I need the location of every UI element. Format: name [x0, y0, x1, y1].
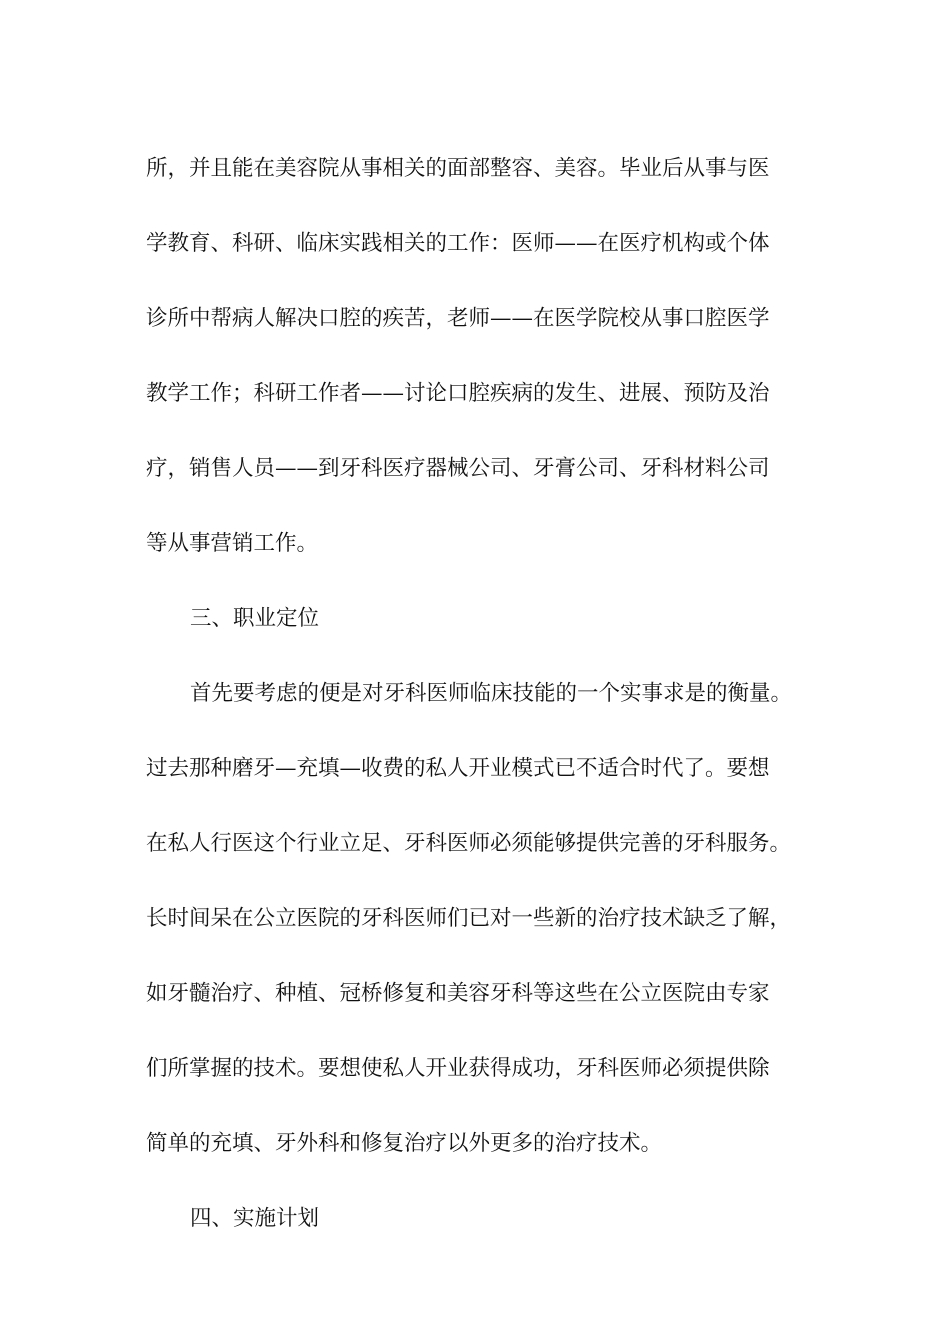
text-line: 等从事营销工作。 — [146, 531, 319, 556]
text-line: 疗，销售人员——到牙科医疗器械公司、牙膏公司、牙科材料公司 — [146, 456, 770, 481]
document-body — [146, 131, 816, 1256]
text-line: 过去那种磨牙—充填—收费的私人开业模式已不适合时代了。要想 — [146, 756, 770, 781]
section-heading: 三、职业定位 — [190, 606, 320, 631]
text-line: 教学工作；科研工作者——讨论口腔疾病的发生、进展、预防及治 — [146, 381, 770, 406]
text-line: 学教育、科研、临床实践相关的工作：医师——在医疗机构或个体 — [146, 231, 770, 256]
text-line: 如牙髓治疗、种植、冠桥修复和美容牙科等这些在公立医院由专家 — [146, 981, 770, 1006]
paragraph-first-line: 首先要考虑的便是对牙科医师临床技能的一个实事求是的衡量。 — [190, 681, 793, 706]
text-line: 在私人行医这个行业立足、牙科医师必须能够提供完善的牙科服务。 — [146, 831, 792, 856]
text-line: 所，并且能在美容院从事相关的面部整容、美容。毕业后从事与医 — [146, 156, 770, 181]
text-line: 简单的充填、牙外科和修复治疗以外更多的治疗技术。 — [146, 1131, 663, 1156]
section-heading: 四、实施计划 — [190, 1206, 320, 1231]
text-line: 们所掌握的技术。要想使私人开业获得成功，牙科医师必须提供除 — [146, 1056, 770, 1081]
text-line: 长时间呆在公立医院的牙科医师们已对一些新的治疗技术缺乏了解， — [146, 906, 792, 931]
text-line: 诊所中帮病人解决口腔的疾苦，老师——在医学院校从事口腔医学 — [146, 306, 770, 331]
